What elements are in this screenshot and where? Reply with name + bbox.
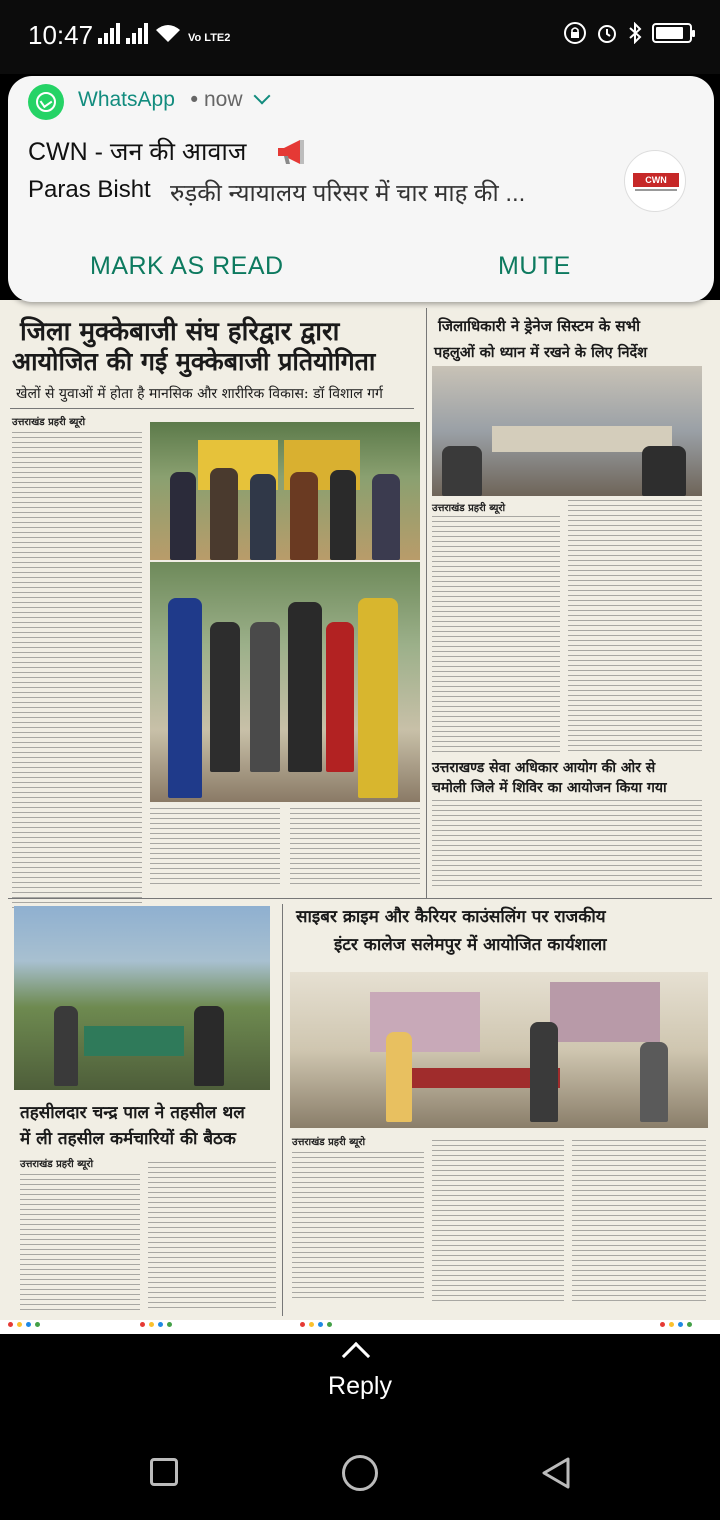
- byline: उत्तराखंड प्रहरी ब्यूरो: [292, 1137, 366, 1148]
- megaphone-icon: [274, 138, 308, 166]
- person: [530, 1022, 558, 1122]
- avatar: [624, 150, 686, 212]
- headline-seva: उत्तराखण्ड सेवा अधिकार आयोग की ओर से: [432, 760, 656, 776]
- signal-indicators: [98, 22, 230, 44]
- signal-icon: [98, 22, 120, 44]
- person: [210, 468, 238, 560]
- person: [386, 1032, 412, 1122]
- color-dots: [140, 1322, 172, 1327]
- person: [54, 1006, 78, 1086]
- image-footer: [0, 1320, 720, 1334]
- article-text: [572, 1140, 706, 1302]
- bluetooth-icon: [628, 22, 642, 44]
- person: [330, 470, 356, 560]
- navigation-bar: [0, 1430, 720, 1520]
- article-text: [290, 808, 420, 888]
- chevron-down-icon[interactable]: [254, 88, 271, 105]
- boxer: [168, 598, 202, 798]
- status-time: 10:47: [28, 20, 94, 50]
- status-right-icons: [564, 22, 692, 44]
- byline: उत्तराखंड प्रहरी ब्यूरो: [432, 503, 506, 514]
- signal-icon-2: [126, 22, 148, 44]
- whatsapp-notification[interactable]: [8, 76, 714, 302]
- back-button[interactable]: [540, 1456, 572, 1490]
- article-text: [12, 432, 142, 912]
- headline-tehsil-2: में ली तहसील कर्मचारियों की बैठक: [20, 1129, 236, 1149]
- banner-2: [550, 982, 660, 1042]
- byline: उत्तराखंड प्रहरी ब्यूरो: [20, 1159, 94, 1170]
- headline-boxing: जिला मुक्केबाजी संघ हरिद्वार द्वारा: [20, 317, 340, 347]
- headline-tehsil: तहसीलदार चन्द्र पाल ने तहसील थल: [20, 1103, 245, 1123]
- article-text: [432, 800, 702, 890]
- boxer-red: [326, 622, 354, 772]
- status-bar: [0, 0, 720, 74]
- cwn-logo: CWN: [633, 173, 679, 187]
- reply-button[interactable]: Reply: [328, 1372, 392, 1400]
- sender-name: Paras Bisht: [28, 176, 151, 203]
- recents-button[interactable]: [150, 1458, 178, 1486]
- chevron-up-icon[interactable]: [342, 1342, 370, 1370]
- headline-cyber: साइबर क्राइम और कैरियर काउंसलिंग पर राजकीय: [296, 907, 606, 927]
- message-preview: रुड़की न्यायालय परिसर में चार माह की ...: [170, 180, 526, 207]
- photo-workshop: [290, 972, 708, 1128]
- headline-seva-2: चमोली जिले में शिविर का आयोजन किया गया: [432, 780, 667, 796]
- lock-icon: [564, 22, 586, 44]
- home-button[interactable]: [342, 1455, 378, 1491]
- app-name: WhatsApp: [78, 88, 175, 111]
- table: [84, 1026, 184, 1056]
- article-text: [432, 516, 560, 752]
- person: [372, 474, 400, 560]
- separator: •: [188, 88, 201, 112]
- divider: [8, 898, 712, 899]
- color-dots: [300, 1322, 332, 1327]
- photo-boxing: [150, 562, 420, 802]
- color-dots: [660, 1322, 692, 1327]
- headline-drainage: जिलाधिकारी ने ड्रेनेज सिस्टम के सभी: [438, 317, 641, 335]
- article-text: [568, 500, 702, 752]
- person: [442, 446, 482, 496]
- notification-title: CWN - जन की आवाज: [28, 138, 247, 166]
- mute-button[interactable]: MUTE: [498, 252, 571, 280]
- photo-tehsil: [14, 906, 270, 1090]
- alarm-icon: [596, 22, 618, 44]
- newspaper-image[interactable]: [0, 300, 720, 1332]
- person: [250, 622, 280, 772]
- headline-drainage-2: पहलुओं को ध्यान में रखने के लिए निर्देश: [434, 344, 648, 361]
- person: [250, 474, 276, 560]
- article-text: [150, 808, 280, 888]
- article-text: [292, 1152, 424, 1302]
- article-text: [148, 1162, 276, 1312]
- headline-cyber-2: इंटर कालेज सलेमपुर में आयोजित कार्यशाला: [334, 935, 607, 955]
- photo-award: [150, 422, 420, 560]
- person: [288, 602, 322, 772]
- volte-icon: Vo LTE2: [188, 32, 231, 44]
- color-dots: [8, 1322, 40, 1327]
- person: [642, 446, 686, 496]
- article-text: [432, 1140, 564, 1302]
- person: [210, 622, 240, 772]
- subhead-boxing: खेलों से युवाओं में होता है मानसिक और शारीरिक विकास: डॉ विशाल गर्ग: [16, 386, 383, 402]
- person-yellow: [358, 598, 398, 798]
- whatsapp-icon: [28, 84, 64, 120]
- divider: [426, 308, 427, 898]
- divider: [282, 904, 283, 1316]
- person: [290, 472, 318, 560]
- logo-underline: [635, 189, 677, 191]
- mark-as-read-button[interactable]: MARK AS READ: [90, 252, 284, 280]
- person: [170, 472, 196, 560]
- person: [640, 1042, 668, 1122]
- person: [194, 1006, 224, 1086]
- divider: [10, 408, 414, 409]
- article-text: [20, 1174, 140, 1314]
- wifi-icon: [154, 22, 182, 44]
- headline-boxing-2: आयोजित की गई मुक्केबाजी प्रतियोगिता: [12, 347, 376, 376]
- photo-meeting: [432, 366, 702, 496]
- byline: उत्तराखंड प्रहरी ब्यूरो: [12, 417, 86, 428]
- notification-time: now: [204, 88, 243, 111]
- battery-icon: [652, 23, 692, 43]
